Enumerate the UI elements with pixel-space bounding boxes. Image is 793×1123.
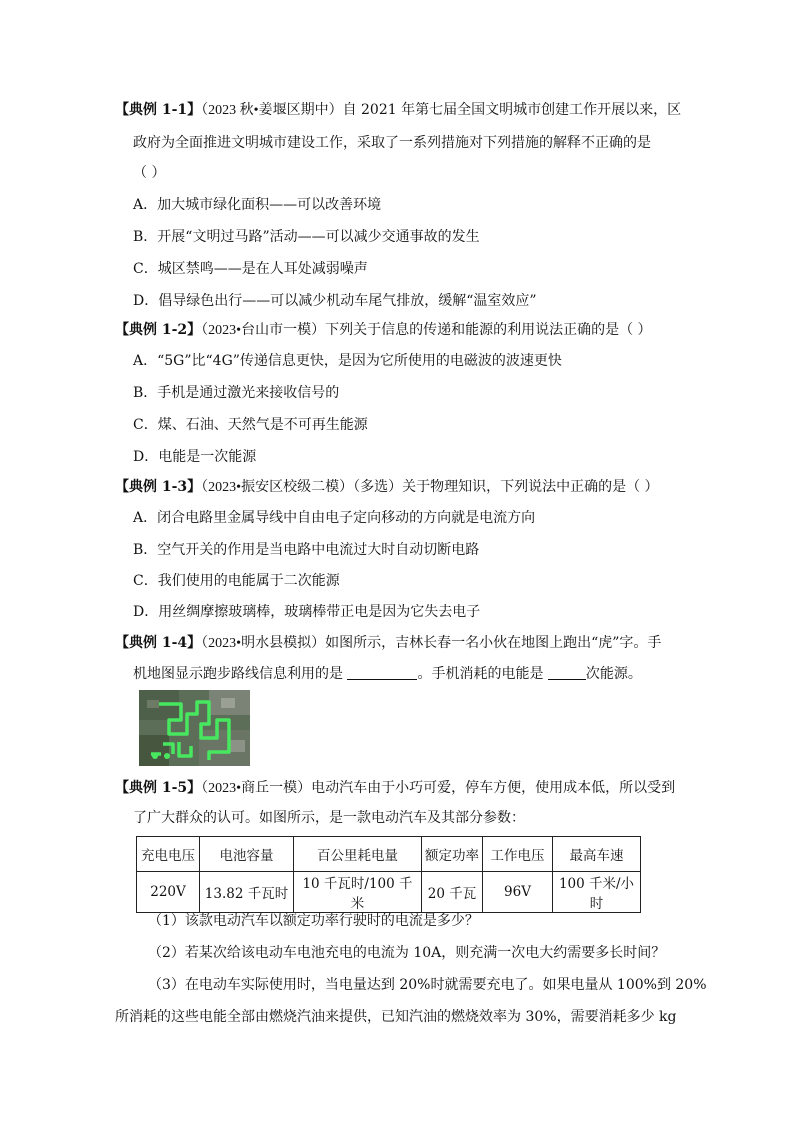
example-1-5-question-3: （3）在电动车实际使用时，当电量达到 20%时就需要充电了。如果电量从 100%到 20%: [148, 977, 707, 993]
example-1-3-head: 【典例 1-3】: [115, 479, 202, 495]
answer-blank-2[interactable]: [548, 665, 586, 680]
table-header-cell: 工作电压: [483, 837, 553, 872]
table-cell: 10 千瓦时/100 千米: [294, 872, 422, 913]
table-cell: 220V: [137, 872, 200, 913]
example-1-4-line1: [115, 633, 661, 654]
example-1-1-stem-line1: 自 2021 年第七届全国文明城市创建工作开展以来，区: [342, 102, 682, 118]
example-1-4-head: 【典例 1-4】: [115, 635, 202, 651]
table-header-cell: 最高车速: [553, 837, 641, 872]
example-1-5-head: 【典例 1-5】: [115, 780, 202, 796]
table-cell: 13.82 千瓦时: [200, 872, 294, 913]
table-header-row: [137, 837, 641, 872]
satellite-map-graphic: [139, 690, 250, 766]
example-1-1-stem-line2: 政府为全面推进文明城市建设工作，采取了一系列措施对下列措施的解释不正确的是: [133, 135, 651, 151]
running-route-map-image: [139, 690, 250, 766]
table-cell: 20 千瓦: [422, 872, 483, 913]
example-1-1-source: （2023 秋•姜堰区期中）: [201, 103, 343, 118]
example-1-4-stem-line1: 如图所示，吉林长春一名小伙在地图上跑出“虎”字。手: [325, 635, 662, 651]
example-1-4-line2: [133, 664, 642, 684]
car-parameter-table: [136, 836, 641, 913]
example-1-1-option-d: D．倡导绿色出行——可以减少机动车尾气排放，缓解“温室效应”: [133, 293, 537, 309]
example-1-3-stem: （多选）关于物理知识，下列说法中正确的是（ ）: [353, 479, 659, 495]
example-1-4-stem-line2-a: 机地图显示跑步路线信息利用的是: [133, 666, 343, 682]
example-1-3-option-d: D．用丝绸摩擦玻璃棒，玻璃棒带正电是因为它失去电子: [133, 604, 481, 620]
example-1-1-line1: [115, 100, 681, 121]
example-1-5-question-3-cont: 所消耗的这些电能全部由燃烧汽油来提供，已知汽油的燃烧效率为 30%，需要消耗多少 kg: [115, 1009, 677, 1025]
example-1-5-stem-line1: 电动汽车由于小巧可爱，停车方便，使用成本低，所以受到: [311, 780, 676, 796]
example-1-4-source: （2023•明水县模拟）: [201, 636, 326, 651]
example-1-1-option-b: B．开展“文明过马路”活动——可以减少交通事故的发生: [133, 229, 480, 245]
example-1-1-head: 【典例 1-1】: [115, 102, 202, 118]
table-header-cell: 充电电压: [137, 837, 200, 872]
table-value-row: [137, 872, 641, 913]
example-1-5-line1: [115, 778, 675, 799]
table-cell: 100 千米/小时: [553, 872, 641, 913]
example-1-5-stem-line2: 了广大群众的认可。如图所示，是一款电动汽车及其部分参数：: [133, 810, 525, 826]
example-1-5-source: （2023•商丘一模）: [201, 781, 312, 796]
example-1-4-stem-line2-b: 。手机消耗的电能是: [417, 666, 544, 682]
example-1-2-option-d: D．电能是一次能源: [133, 449, 257, 465]
example-1-3-line1: [115, 477, 659, 498]
example-1-1-option-c: C．城区禁鸣——是在人耳处减弱噪声: [133, 261, 368, 277]
example-1-5-question-2: （2）若某次给该电动车电池充电的电流为 10A，则充满一次电大约需要多长时间？: [148, 945, 666, 961]
example-1-3-option-a: A．闭合电路里金属导线中自由电子定向移动的方向就是电流方向: [133, 510, 536, 526]
answer-blank-1[interactable]: [347, 665, 417, 680]
table-cell: 96V: [483, 872, 553, 913]
example-1-5-question-1: （1）该款电动汽车以额定功率行驶时的电流是多少？: [148, 913, 479, 929]
example-1-2-source: （2023•台山市一模）: [201, 323, 326, 338]
example-1-2-option-a: A．“5G”比“4G”传递信息更快，是因为它所使用的电磁波的波速更快: [133, 353, 562, 369]
example-1-3-option-c: C．我们使用的电能属于二次能源: [133, 573, 340, 589]
example-1-2-option-c: C．煤、石油、天然气是不可再生能源: [133, 417, 368, 433]
example-1-2-head: 【典例 1-2】: [115, 322, 202, 338]
example-1-1-answer-paren: （ ）: [133, 165, 166, 181]
example-1-2-line1: [115, 320, 652, 341]
example-1-3-source: （2023•振安区校级二模）: [201, 480, 354, 495]
table-header-cell: 电池容量: [200, 837, 294, 872]
example-1-4-stem-line2-c: 次能源。: [585, 666, 642, 682]
example-1-1-option-a: A．加大城市绿化面积——可以改善环境: [133, 197, 382, 213]
table-header-cell: 额定功率: [422, 837, 483, 872]
example-1-3-option-b: B．空气开关的作用是当电路中电流过大时自动切断电路: [133, 542, 480, 558]
example-1-2-option-b: B．手机是通过激光来接收信号的: [133, 385, 340, 401]
table-header-cell: 百公里耗电量: [294, 837, 422, 872]
example-1-2-stem: 下列关于信息的传递和能源的利用说法正确的是（ ）: [325, 322, 652, 338]
